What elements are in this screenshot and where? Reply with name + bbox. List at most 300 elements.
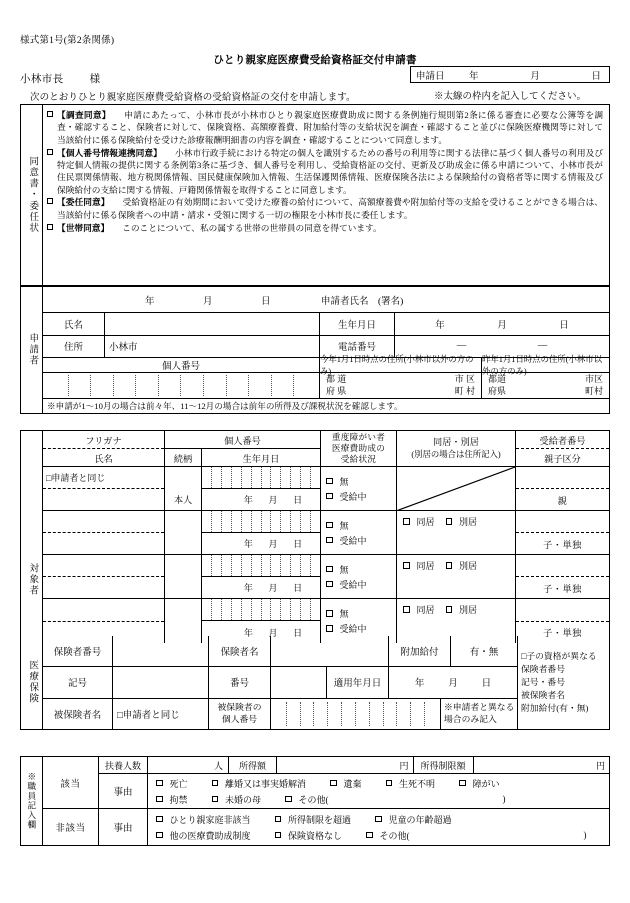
applicant-section (20, 286, 610, 414)
apply-date-input[interactable] (389, 667, 517, 697)
option-together[interactable] (403, 559, 435, 572)
symbol-input[interactable] (113, 667, 209, 697)
addr-this-year-label: 今年1月1日時点の住所(小林市以外の方のみ) (320, 358, 482, 372)
reason-option-label: 保険資格なし (288, 830, 343, 841)
target-birth-month: 月 (268, 538, 278, 549)
mynumber-cell[interactable] (222, 467, 232, 488)
header-name: 氏名 (94, 453, 113, 464)
target-birth-month: 月 (268, 582, 278, 593)
consent-item[interactable] (47, 196, 603, 221)
consent-item-title: 【委任同意】 (57, 197, 106, 208)
relation-spacer (165, 599, 202, 621)
target-disability-cell[interactable] (321, 467, 397, 510)
checkbox-icon[interactable] (330, 780, 337, 787)
mynumber-cell[interactable] (311, 467, 320, 488)
option-receiving-label: 受給中 (339, 491, 367, 502)
mynumber-cell[interactable] (232, 555, 242, 576)
city2-line-2: 町村 (584, 385, 603, 396)
mynumber-cell[interactable] (46, 375, 69, 396)
signature-day: 日 (261, 297, 271, 307)
signature-year: 年 (145, 297, 155, 307)
reason-option[interactable] (459, 777, 500, 790)
income-limit-input[interactable]: 円 (595, 760, 605, 771)
target-birth-day: 日 (293, 538, 303, 549)
mynumber-cell[interactable] (262, 555, 272, 576)
name-label: 氏名 (43, 313, 105, 335)
option-separate-label: 別居 (459, 517, 478, 527)
relation-spacer (165, 511, 202, 533)
option-together-label: 同居 (416, 605, 435, 615)
parent-child-class-value[interactable]: 親 (557, 495, 568, 506)
recipient-number-input[interactable] (516, 555, 609, 577)
reason-option[interactable] (212, 777, 307, 790)
name-input[interactable] (105, 313, 320, 335)
mynumber-cell[interactable] (370, 702, 384, 726)
mynumber-cell[interactable] (212, 555, 222, 576)
target-name-cell[interactable] (43, 467, 165, 510)
parent-child-class-value[interactable]: 子・単独 (543, 539, 582, 550)
option-receiving[interactable] (326, 622, 396, 635)
extra-benefit-label: 附加給付 (389, 636, 451, 666)
not-eligible-label: 非該当 (43, 809, 99, 845)
insured-same-as-applicant[interactable]: □申請者と同じ (113, 699, 209, 729)
mynumber-cell[interactable] (159, 375, 182, 396)
mynumber-cell[interactable] (281, 599, 291, 620)
mynumber-cell[interactable] (291, 599, 301, 620)
option-none-label: 無 (339, 564, 349, 575)
target-recipient-cell[interactable] (516, 511, 609, 554)
target-living-cell[interactable] (397, 511, 516, 554)
checkbox-icon[interactable] (275, 816, 282, 823)
application-date-year: 年 (469, 71, 479, 82)
recipient-number-input[interactable] (516, 511, 609, 533)
parent-child-class-value[interactable]: 子・単独 (543, 628, 582, 639)
reason-option[interactable] (366, 829, 410, 842)
mynumber-cell[interactable] (222, 555, 232, 576)
right-note-insured-name: 被保険者名 (521, 690, 565, 701)
strikethrough-diagonal-icon (397, 467, 515, 511)
target-name-cell[interactable] (43, 555, 165, 598)
mynumber-input[interactable] (43, 373, 320, 398)
consent-item[interactable] (47, 222, 603, 234)
mynumber-cell[interactable] (232, 599, 242, 620)
mynumber-cell[interactable] (242, 555, 252, 576)
mynumber-cell[interactable] (252, 555, 262, 576)
mynumber-cell[interactable] (249, 375, 272, 396)
extra-benefit-value[interactable]: 有・無 (469, 648, 499, 659)
mynumber-cell[interactable] (287, 702, 301, 726)
mynumber-cell[interactable] (181, 375, 204, 396)
mynumber-cell[interactable] (232, 467, 242, 488)
mynumber-cell[interactable] (291, 511, 301, 532)
dependents-input[interactable]: 人 (148, 757, 229, 773)
birth-day: 日 (559, 320, 569, 331)
header-furigana: フリガナ (43, 431, 164, 449)
insured-note-2: 場合のみ記入 (444, 713, 497, 724)
option-none[interactable] (326, 519, 396, 532)
eligible-reasons-line-2 (156, 793, 609, 806)
right-note-extra-benefit: 附加給付(有・無) (521, 703, 589, 714)
option-none[interactable] (326, 475, 396, 488)
mynumber-cell[interactable] (311, 599, 320, 620)
checkbox-icon[interactable] (403, 606, 410, 613)
mynumber-cell[interactable] (202, 599, 212, 620)
not-eligible-reason-label: 事由 (99, 809, 148, 845)
mynumber-cell[interactable] (281, 555, 291, 576)
reason-option-label: ひとり親家庭非該当 (169, 814, 251, 825)
mynumber-cell[interactable] (114, 375, 137, 396)
consent-item[interactable] (47, 109, 603, 146)
option-receiving-label: 受給中 (339, 624, 367, 634)
target-recipient-cell[interactable] (516, 467, 609, 510)
insurance-section (20, 636, 610, 730)
checkbox-icon[interactable] (212, 796, 219, 803)
mynumber-cell[interactable] (273, 702, 287, 726)
target-furigana-input[interactable]: □申請者と同じ (43, 467, 164, 489)
addr-this-year-input[interactable] (320, 373, 482, 398)
option-together[interactable] (403, 515, 435, 528)
addressee-honorific: 様 (89, 74, 101, 85)
signature-row[interactable] (43, 287, 609, 313)
target-mynumber-grid[interactable] (202, 511, 320, 533)
application-date-box[interactable] (410, 66, 610, 83)
mynumber-cell[interactable] (222, 511, 232, 532)
mynumber-cell[interactable] (356, 702, 370, 726)
target-birthdate[interactable] (202, 533, 320, 555)
mynumber-cell[interactable] (271, 599, 281, 620)
mynumber-cell[interactable] (291, 555, 301, 576)
target-mynumber-grid[interactable] (202, 467, 320, 489)
header-name-col (43, 431, 165, 466)
reason-option-label: 拘禁 (169, 794, 188, 805)
header-living-2: (別居の場合は住所記入) (411, 450, 501, 460)
header-disability-col (321, 431, 397, 466)
eligible-label: 該当 (43, 757, 99, 808)
target-birth-year: 年 (243, 627, 253, 638)
mynumber-cell[interactable] (202, 511, 212, 532)
insurance-side-label: 医療保険 (21, 636, 43, 729)
reason-option[interactable] (386, 777, 436, 790)
target-birthdate[interactable] (202, 577, 320, 599)
checkbox-icon[interactable] (156, 816, 163, 823)
mynumber-cell[interactable] (252, 511, 262, 532)
mynumber-label: 個人番号 (43, 358, 320, 372)
option-together[interactable] (403, 603, 435, 616)
mynumber-cell[interactable] (242, 467, 252, 488)
apply-date-label: 適用年月日 (327, 667, 389, 697)
not-eligible-group (43, 809, 609, 845)
insurer-number-label: 保険者番号 (43, 636, 113, 666)
mynumber-cell[interactable] (262, 467, 272, 488)
mynumber-cell[interactable] (262, 511, 272, 532)
addr-last-year-input[interactable] (482, 373, 609, 398)
child-different-checkbox[interactable]: □子の資格が異なる (521, 650, 597, 661)
checkbox-icon[interactable] (403, 518, 410, 525)
mynumber-cell[interactable] (411, 702, 425, 726)
mynumber-cell[interactable] (301, 555, 311, 576)
mynumber-cell[interactable] (91, 375, 114, 396)
apply-month: 月 (448, 679, 458, 690)
header-living-col (397, 431, 516, 466)
target-furigana-input[interactable] (43, 599, 164, 622)
checkbox-icon[interactable] (47, 196, 57, 221)
mynumber-cell[interactable] (222, 599, 232, 620)
consent-item-body: このことについて、私の属する世帯の世帯員の同意を得ています。 (122, 222, 382, 233)
target-birth-day: 日 (293, 627, 303, 638)
option-receiving[interactable] (326, 578, 396, 591)
reason-option[interactable] (275, 813, 352, 826)
mynumber-cell[interactable] (271, 467, 281, 488)
target-disability-cell[interactable] (321, 511, 397, 554)
target-living-cell[interactable] (397, 467, 516, 510)
target-birthdate[interactable] (202, 489, 320, 511)
checkbox-icon[interactable] (47, 222, 57, 234)
reason-option[interactable] (156, 793, 188, 806)
reason-option[interactable] (375, 813, 452, 826)
option-separate[interactable] (446, 515, 478, 528)
mynumber-cell[interactable] (271, 511, 281, 532)
mynumber-cell[interactable] (301, 467, 311, 488)
mynumber-cell[interactable] (136, 375, 159, 396)
option-together-label: 同居 (416, 561, 435, 571)
mynumber-cell[interactable] (272, 375, 295, 396)
number-input[interactable] (271, 667, 327, 697)
checkbox-icon[interactable] (386, 780, 393, 787)
mynumber-cell[interactable] (294, 375, 316, 396)
mynumber-cell[interactable] (301, 599, 311, 620)
checkbox-icon[interactable] (375, 816, 382, 823)
option-separate[interactable] (446, 603, 478, 616)
lead-text: 次のとおりひとり親家庭医療費受給資格の受給資格証の交付を申請します。 (30, 93, 356, 103)
consent-item-body: 小林市行政手続における特定の個人を識別するための番号の利用等に関する法律に基づく個人番号の利用及び特定個人情報の提供に関する条例第3条に基づき、個人番号を利用し、受給資格証の交付、更新及び助成金に係る申請について、小林市長が住民票関係情報、地方税関係情報、国民健康保険加入情報、生活保護関係情報、医療保険各法による保険給付の資格者等に関する情報及び保険給付の支給に関する情報、戸籍関係情報を取得することに同意します。 (57, 147, 604, 195)
pref2-line-2: 府県 (488, 385, 507, 396)
target-name-input[interactable] (43, 489, 164, 510)
application-date-day: 日 (591, 71, 601, 82)
consent-item-title: 【調査同意】 (57, 110, 107, 120)
reason-option-label: 死亡 (169, 778, 188, 789)
mynumber-cell[interactable] (271, 555, 281, 576)
target-recipient-cell[interactable] (516, 555, 609, 598)
header-disability-3: 受給状況 (340, 453, 377, 464)
checkbox-icon[interactable] (326, 493, 333, 500)
mynumber-cell[interactable] (202, 555, 212, 576)
mynumber-cell[interactable] (212, 599, 222, 620)
reason-option[interactable] (275, 829, 343, 842)
option-none-label: 無 (339, 520, 349, 531)
mynumber-cell[interactable] (227, 375, 250, 396)
checkbox-icon[interactable] (326, 537, 333, 544)
target-birth-year: 年 (243, 538, 253, 549)
target-mynumber-grid[interactable] (202, 599, 320, 621)
target-mynumber-cell[interactable] (165, 511, 321, 554)
mynumber-cell[interactable] (384, 702, 398, 726)
addr-last-year-label: 昨年1月1日時点の住所(小林市以外の方のみ) (482, 355, 603, 377)
mynumber-cell[interactable] (301, 702, 315, 726)
target-disability-cell[interactable] (321, 555, 397, 598)
mynumber-cell[interactable] (252, 599, 262, 620)
addressee (20, 71, 101, 86)
target-side-label: 対象者 (21, 431, 43, 729)
option-none[interactable] (326, 607, 396, 620)
parent-child-class-value[interactable]: 子・単独 (543, 583, 582, 594)
checkbox-icon[interactable] (156, 796, 163, 803)
option-none-label: 無 (339, 476, 349, 487)
mynumber-cell[interactable] (281, 467, 291, 488)
checkbox-icon[interactable] (285, 796, 292, 803)
checkbox-icon[interactable] (446, 606, 453, 613)
mynumber-cell[interactable] (252, 467, 262, 488)
option-none[interactable] (326, 563, 396, 576)
consent-item[interactable] (47, 147, 603, 196)
mynumber-cell[interactable] (204, 375, 227, 396)
checkbox-icon[interactable] (326, 581, 333, 588)
checkbox-icon[interactable] (156, 780, 163, 787)
insurer-number-input[interactable] (113, 636, 209, 666)
mynumber-cell[interactable] (328, 702, 342, 726)
option-separate-label: 別居 (459, 561, 478, 571)
insured-mynumber-input[interactable] (271, 699, 441, 729)
checkbox-icon[interactable] (459, 780, 466, 787)
consent-item-title: 【個人番号情報連携同意】 (57, 147, 158, 158)
recipient-number-input[interactable] (516, 599, 609, 622)
checkbox-icon[interactable] (326, 566, 333, 573)
checkbox-icon[interactable] (403, 562, 410, 569)
phone-label: 電話番号 (320, 336, 395, 358)
table-row (43, 511, 609, 555)
mynumber-cell[interactable] (291, 467, 301, 488)
target-name-cell[interactable] (43, 511, 165, 554)
birthdate-label: 生年月日 (320, 313, 395, 335)
checkbox-icon[interactable] (446, 562, 453, 569)
address-input[interactable]: 小林市 (105, 336, 320, 358)
insurer-name-label: 保険者名 (209, 636, 271, 666)
eligible-reasons-line-1 (156, 777, 609, 790)
mynumber-cell[interactable] (425, 702, 438, 726)
phone-dash-2: ― (537, 341, 548, 352)
recipient-number-input[interactable] (516, 467, 609, 489)
city-line-1: 市 区 (454, 374, 475, 385)
checkbox-icon[interactable] (366, 832, 373, 839)
income-limit-label: 所得制限額 (414, 757, 474, 773)
address-label: 住所 (43, 336, 105, 358)
mynumber-cell[interactable] (212, 511, 222, 532)
applicant-side-label: 申請者 (21, 287, 43, 413)
reason-option-label: 遺棄 (343, 778, 362, 789)
mynumber-cell[interactable] (397, 702, 411, 726)
table-row (43, 555, 609, 599)
mynumber-cell[interactable] (242, 599, 252, 620)
reason-other-close: ) (502, 794, 506, 804)
eligible-reason-label: 事由 (99, 774, 148, 808)
mynumber-cell[interactable] (69, 375, 92, 396)
target-birth-month: 月 (268, 494, 278, 505)
reason-option[interactable] (156, 829, 251, 842)
insured-name-label: 被保険者名 (43, 699, 113, 729)
consent-side-label: 同意書・委任状 (21, 105, 43, 285)
checkbox-icon[interactable] (326, 478, 333, 485)
insurer-name-input[interactable] (271, 636, 389, 666)
mynumber-cell[interactable] (212, 467, 222, 488)
reason-option-label: 児童の年齢超過 (388, 814, 452, 825)
checkbox-icon[interactable] (212, 780, 219, 787)
mynumber-cell[interactable] (314, 702, 328, 726)
page-title: ひとり親家庭医療費受給資格証交付申請書 (213, 55, 417, 66)
target-relation[interactable] (165, 577, 202, 599)
checkbox-icon[interactable] (275, 832, 282, 839)
applicant-footnote: ※申請が1～10月の場合は前々年、11～12月の場合は前年の所得及び課税状況を確認します。 (43, 398, 609, 413)
mynumber-cell[interactable] (232, 511, 242, 532)
table-row (43, 467, 609, 511)
mynumber-cell[interactable] (281, 511, 291, 532)
reason-option[interactable] (212, 793, 262, 806)
addressee-name: 小林市長 (20, 74, 64, 85)
checkbox-icon[interactable] (446, 518, 453, 525)
target-relation[interactable] (165, 533, 202, 555)
birth-month: 月 (497, 320, 507, 331)
target-furigana-input[interactable] (43, 511, 164, 533)
insurance-right-note[interactable] (518, 636, 609, 729)
not-eligible-reasons-line-2 (156, 829, 609, 842)
income-input[interactable]: 円 (277, 757, 414, 773)
mynumber-cell[interactable] (262, 599, 272, 620)
insurer-row (43, 636, 517, 667)
staff-side-label: ※職員記入欄 (21, 757, 43, 845)
header-disability-2: 医療費助成の (331, 443, 386, 454)
reason-option[interactable] (285, 793, 329, 806)
checkbox-icon[interactable] (326, 522, 333, 529)
checkbox-icon[interactable] (47, 147, 57, 196)
target-name-input[interactable] (43, 577, 164, 598)
target-furigana-input[interactable] (43, 555, 164, 577)
insured-mynumber-label-1: 被保険者の (217, 702, 262, 713)
reason-other-close: ) (583, 830, 587, 840)
signature-month: 月 (203, 297, 213, 307)
target-living-cell[interactable] (397, 555, 516, 598)
mynumber-cell[interactable] (202, 467, 212, 488)
right-note-symbol-number: 記号・番号 (521, 676, 565, 687)
reason-option[interactable] (156, 777, 188, 790)
target-mynumber-cell[interactable] (165, 467, 321, 510)
option-separate[interactable] (446, 559, 478, 572)
checkbox-icon[interactable] (326, 610, 333, 617)
target-name-input[interactable] (43, 533, 164, 554)
checkbox-icon[interactable] (47, 109, 57, 146)
mynumber-cell[interactable] (311, 511, 320, 532)
reason-option[interactable] (156, 813, 251, 826)
header-recipient-col (516, 431, 609, 466)
applicant-mynumber-head (43, 355, 609, 377)
mynumber-cell[interactable] (301, 511, 311, 532)
checkbox-icon[interactable] (326, 625, 333, 632)
target-mynumber-cell[interactable] (165, 555, 321, 598)
mynumber-cell[interactable] (342, 702, 356, 726)
mynumber-cell[interactable] (311, 555, 320, 576)
pref-line-2: 府 県 (326, 385, 347, 396)
apply-day: 日 (481, 679, 492, 690)
mynumber-cell[interactable] (242, 511, 252, 532)
target-relation[interactable]: 本人 (165, 489, 202, 511)
option-receiving[interactable] (326, 490, 396, 503)
reason-option[interactable] (330, 777, 362, 790)
target-mynumber-grid[interactable] (202, 555, 320, 577)
thick-border-note: ※太線の枠内を記入してください。 (433, 92, 586, 102)
checkbox-icon[interactable] (156, 832, 163, 839)
option-receiving[interactable] (326, 534, 396, 547)
option-together-label: 同居 (416, 517, 435, 527)
not-eligible-reasons-line-1 (156, 813, 609, 826)
birthdate-input[interactable] (395, 313, 609, 335)
pref2-line-1: 都道 (488, 374, 507, 385)
